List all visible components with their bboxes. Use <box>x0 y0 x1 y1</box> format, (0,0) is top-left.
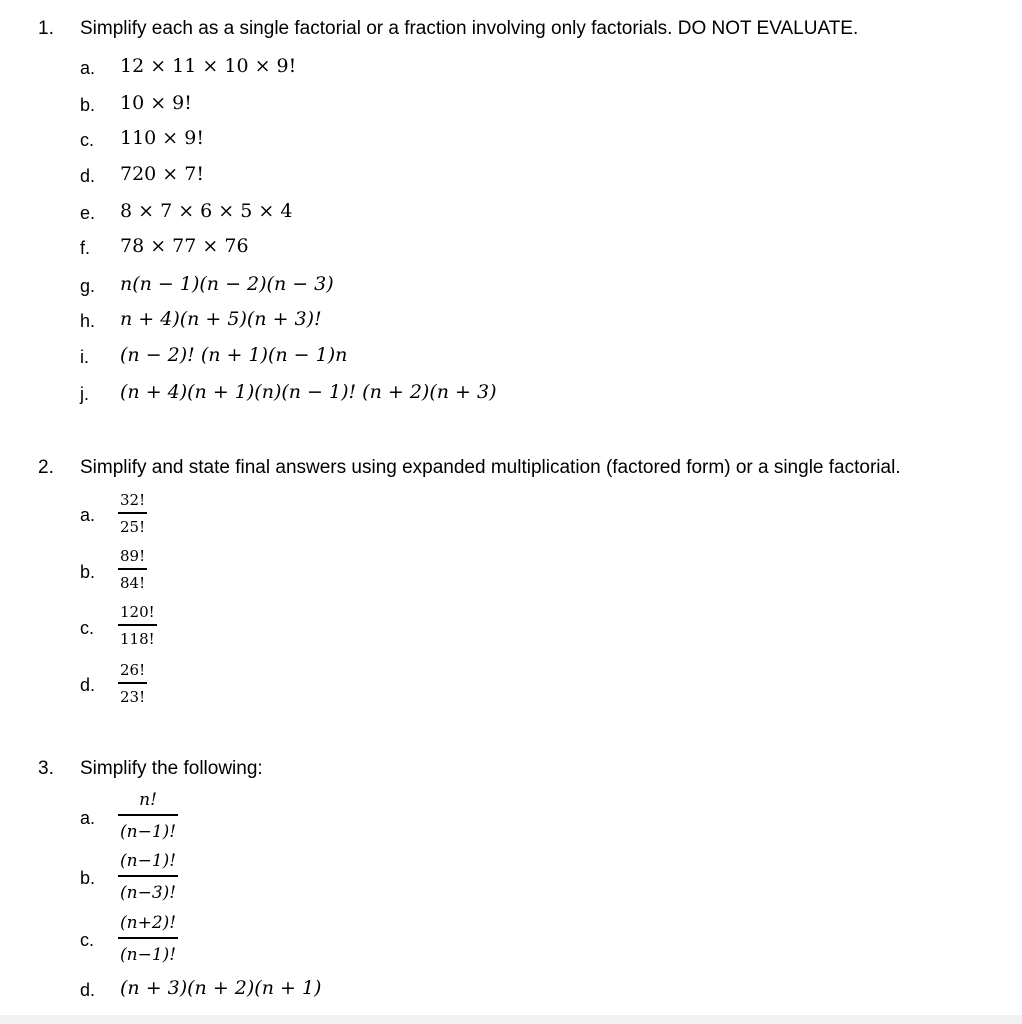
fraction-denominator: 25! <box>120 518 146 536</box>
item-label: a. <box>80 808 96 828</box>
item-label: b. <box>80 868 96 888</box>
fraction-denominator: 84! <box>120 574 146 592</box>
fraction-denominator: 118! <box>120 630 155 648</box>
item-expression: 12 × 11 × 10 × 9! <box>120 55 297 77</box>
fraction <box>118 789 178 843</box>
item-expression: 78 × 77 × 76 <box>120 235 249 257</box>
fraction-numerator: n! <box>139 790 157 810</box>
question-number: 2. <box>38 457 54 478</box>
question-instruction: Simplify the following: <box>80 758 263 779</box>
question-number: 1. <box>38 18 54 39</box>
item-label: b. <box>80 95 96 115</box>
page-bottom-edge <box>0 1015 1022 1024</box>
fraction-denominator: (n−1)! <box>120 945 177 965</box>
item-label: g. <box>80 276 96 296</box>
fraction <box>118 492 147 536</box>
item-label: c. <box>80 618 95 638</box>
item-label: h. <box>80 311 96 331</box>
fraction <box>118 850 178 904</box>
item-label: f. <box>80 238 91 258</box>
fraction-numerator: 89! <box>120 547 146 565</box>
item-expression: (n + 4)(n + 1)(n)(n − 1)! (n + 2)(n + 3) <box>120 381 497 403</box>
item-label: i. <box>80 347 89 367</box>
item-expression: (n − 2)! (n + 1)(n − 1)n <box>120 344 348 366</box>
fraction-numerator: (n+2)! <box>120 913 177 933</box>
item-expression: n + 4)(n + 5)(n + 3)! <box>120 308 322 330</box>
item-label: e. <box>80 203 96 223</box>
fraction-numerator: 32! <box>120 491 146 509</box>
fraction <box>118 548 147 592</box>
fraction <box>118 604 157 648</box>
item-label: c. <box>80 930 95 950</box>
item-expression: (n + 3)(n + 2)(n + 1) <box>120 977 322 999</box>
fraction <box>118 912 178 966</box>
fraction-denominator: (n−3)! <box>120 883 177 903</box>
item-expression: n(n − 1)(n − 2)(n − 3) <box>120 273 334 295</box>
item-expression: 10 × 9! <box>120 92 192 114</box>
question-instruction: Simplify each as a single factorial or a fraction involving only factorials. DO NOT EVALUATE. <box>80 18 859 39</box>
item-label: d. <box>80 675 96 695</box>
fraction-denominator: (n−1)! <box>120 822 177 842</box>
item-expression: 110 × 9! <box>120 127 204 149</box>
item-label: a. <box>80 58 96 78</box>
question-instruction: Simplify and state final answers using expanded multiplication (factored form) or a single factorial. <box>80 457 901 478</box>
item-label: j. <box>80 384 89 404</box>
item-label: a. <box>80 505 96 525</box>
item-expression: 8 × 7 × 6 × 5 × 4 <box>120 200 293 222</box>
item-label: c. <box>80 130 95 150</box>
fraction-numerator: 26! <box>120 661 146 679</box>
fraction-numerator: (n−1)! <box>120 851 177 871</box>
item-label: d. <box>80 166 96 186</box>
question-number: 3. <box>38 758 54 779</box>
item-label: b. <box>80 562 96 582</box>
fraction <box>118 662 147 706</box>
item-expression: 720 × 7! <box>120 163 204 185</box>
item-label: d. <box>80 980 96 1000</box>
fraction-denominator: 23! <box>120 688 146 706</box>
fraction-numerator: 120! <box>120 603 155 621</box>
